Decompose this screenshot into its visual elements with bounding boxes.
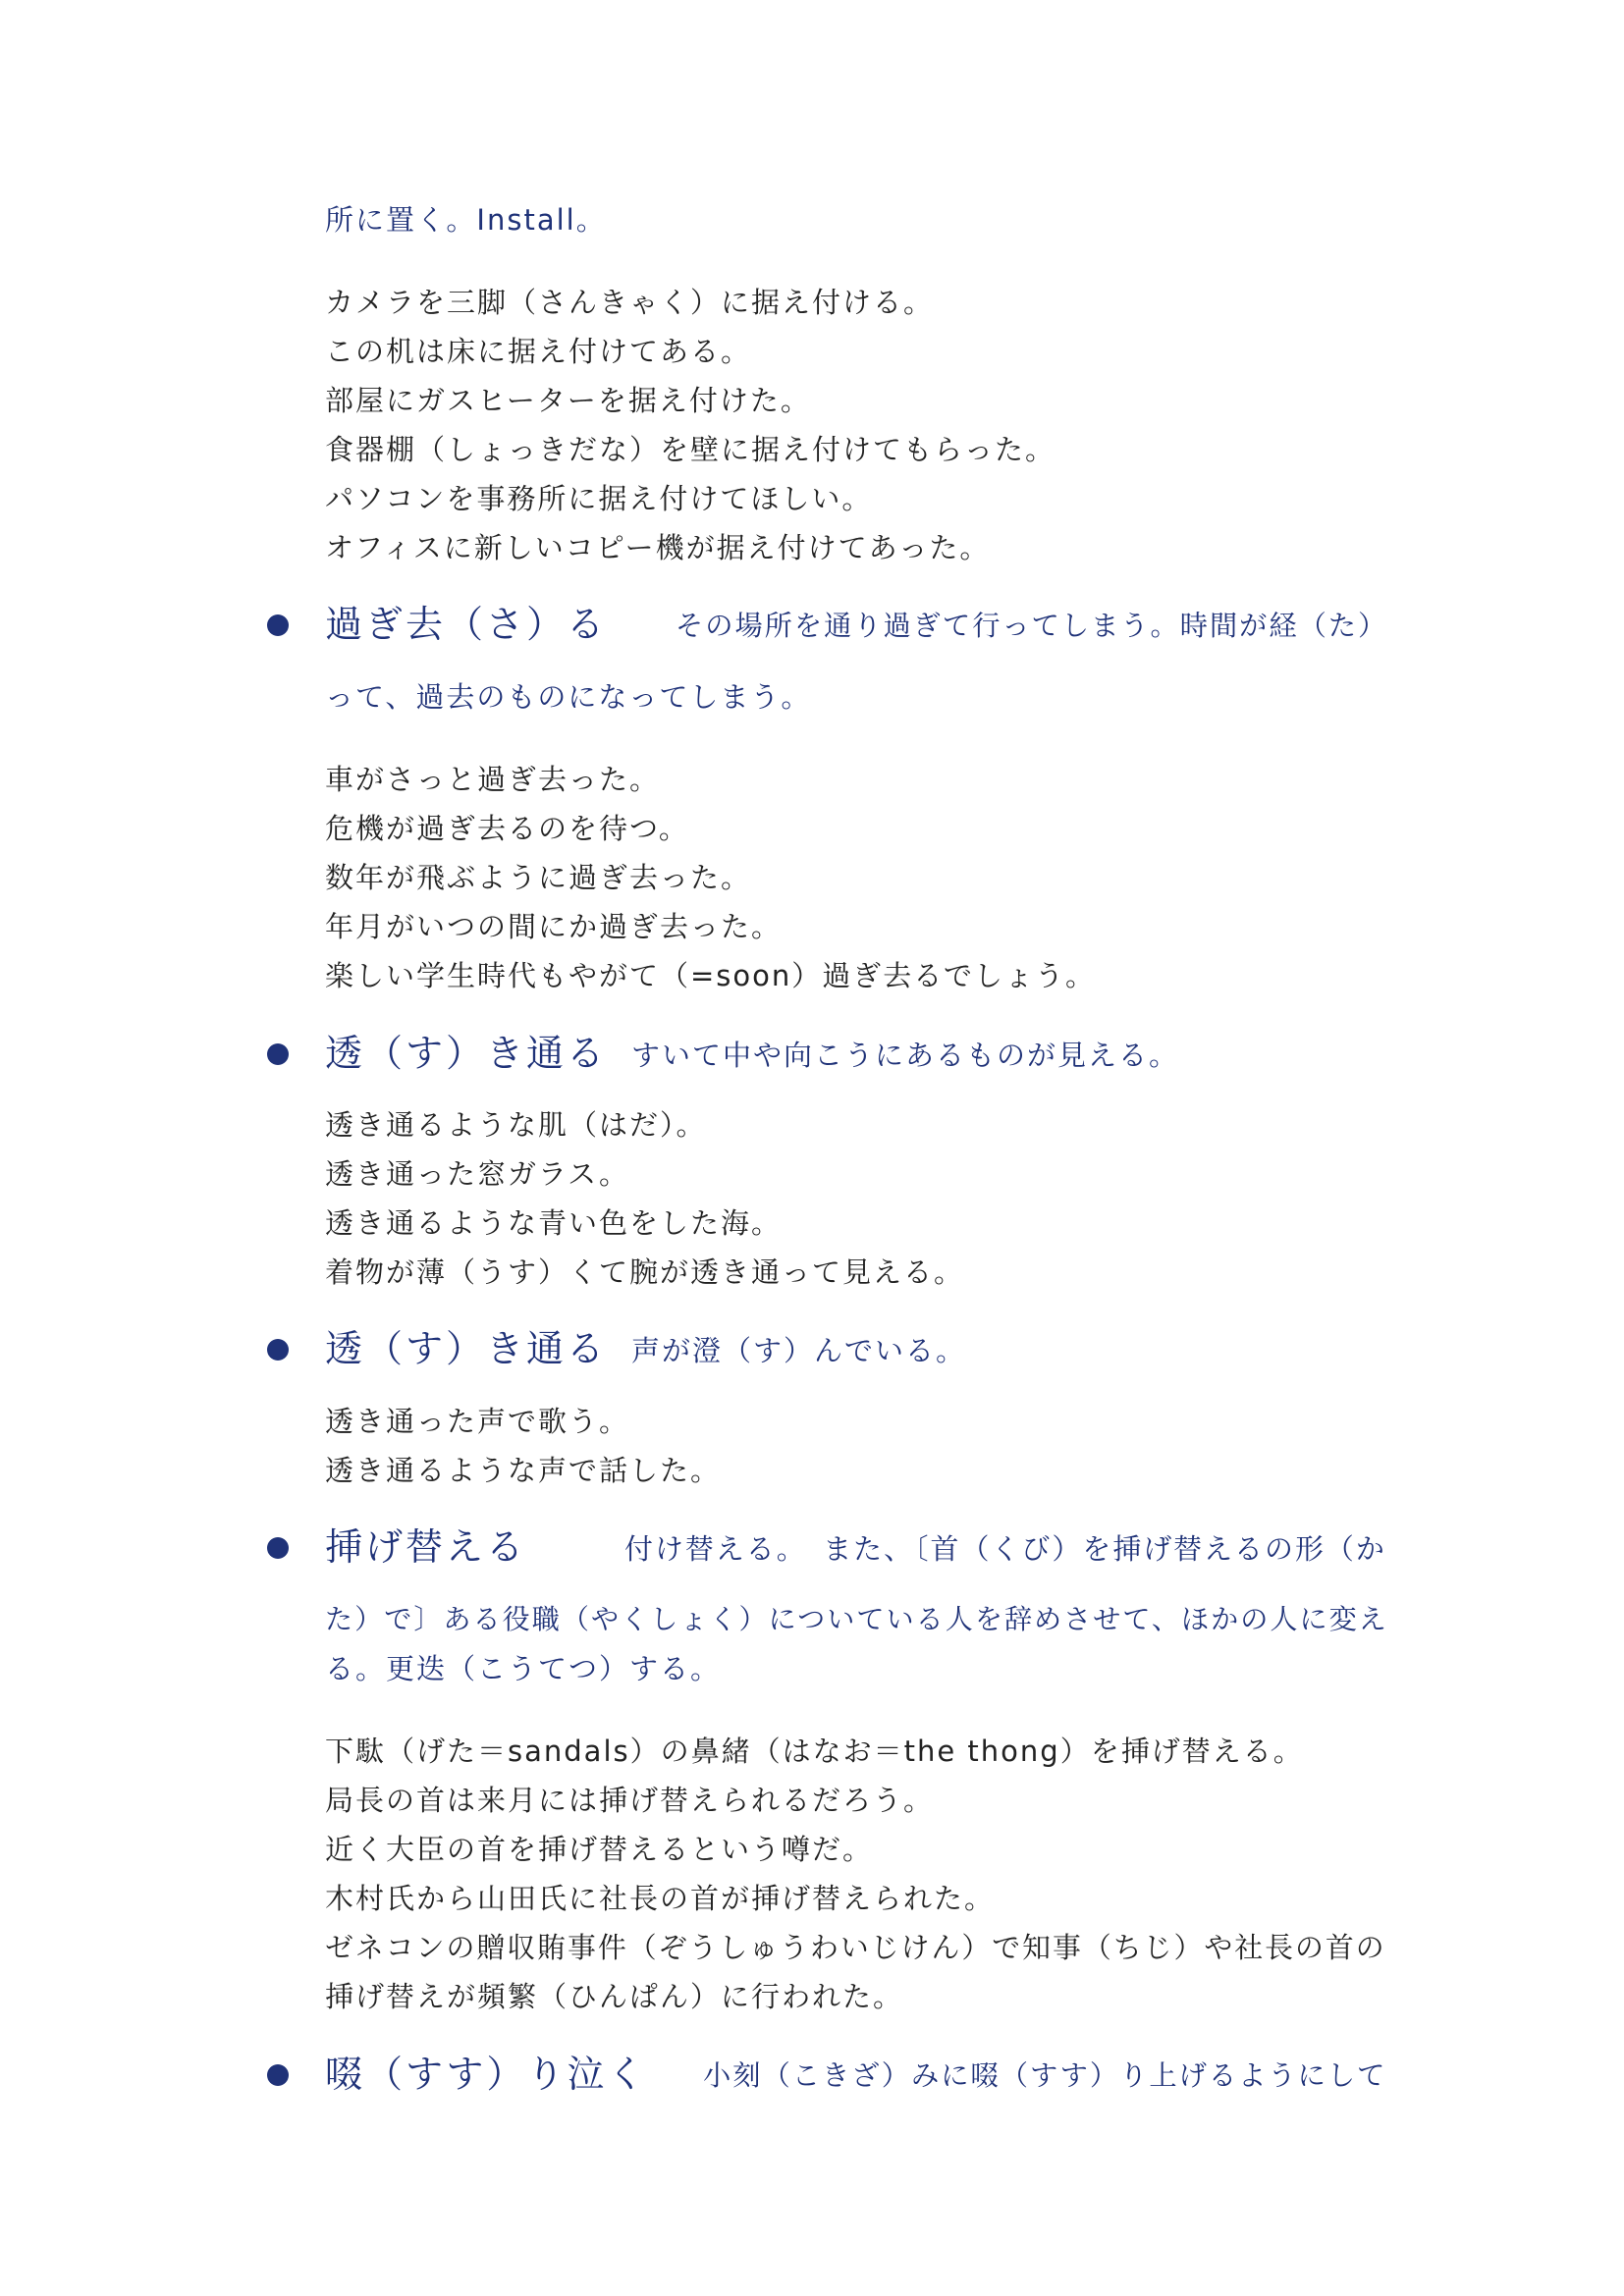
- example-sentence: 危機が過ぎ去るのを待つ。: [325, 812, 689, 845]
- entry-term: 透（す）き通る: [325, 1032, 608, 1075]
- example-sentence: 透き通るような声で話した。: [325, 1454, 722, 1487]
- example-sentence: 数年が飛ぶように過ぎ去った。: [325, 861, 752, 894]
- example-sentence: ゼネコンの贈収賄事件（ぞうしゅうわいじけん）で知事（ちじ）や社長の首の: [325, 1931, 1386, 1964]
- entry-term: 挿げ替える: [325, 1525, 527, 1569]
- entry-definition: すいて中や向こうにあるものが見える。: [631, 1039, 1180, 1072]
- bullet-icon: [267, 2064, 289, 2086]
- example-sentence: 車がさっと過ぎ去った。: [325, 763, 661, 796]
- example-sentence: 着物が薄（うす）くて腕が透き通って見える。: [325, 1255, 965, 1289]
- example-sentence: この机は床に据え付けてある。: [325, 335, 752, 368]
- example-sentence: 近く大臣の首を挿げ替えるという噂だ。: [325, 1833, 874, 1866]
- example-sentence: 透き通った声で歌う。: [325, 1405, 630, 1438]
- entry-term: 透（す）き通る: [325, 1327, 608, 1370]
- example-sentence: 挿げ替えが頻繁（ひんぱん）に行われた。: [325, 1980, 904, 2013]
- example-sentence: 年月がいつの間にか過ぎ去った。: [325, 910, 783, 943]
- example-sentence: 透き通った窓ガラス。: [325, 1157, 630, 1191]
- example-sentence: 木村氏から山田氏に社長の首が挿げ替えられた。: [325, 1882, 996, 1915]
- example-sentence: 局長の首は来月には挿げ替えられるだろう。: [325, 1784, 935, 1817]
- entry-definition: 付け替える。 また、〔首（くび）を挿げ替えるの形（か: [624, 1532, 1386, 1566]
- bullet-icon: [267, 1537, 289, 1559]
- example-sentence: 食器棚（しょっきだな）を壁に据え付けてもらった。: [325, 433, 1056, 466]
- entry-definition: る。更迭（こうてつ）する。: [325, 1652, 722, 1685]
- entry-definition: た）で〕ある役職（やくしょく）についている人を辞めさせて、ほかの人に変え: [325, 1603, 1388, 1635]
- bullet-icon: [267, 1339, 289, 1361]
- bullet-icon: [267, 614, 289, 636]
- bullet-icon: [267, 1043, 289, 1065]
- example-sentence: 透き通るような青い色をした海。: [325, 1206, 783, 1240]
- entry-definition: 声が澄（す）んでいる。: [631, 1334, 967, 1367]
- example-sentence: パソコンを事務所に据え付けてほしい。: [325, 482, 873, 515]
- entry-definition: その場所を通り過ぎて行ってしまう。時間が経（た）: [676, 610, 1388, 642]
- entry-term: 過ぎ去（さ）る: [325, 603, 608, 646]
- example-sentence: カメラを三脚（さんきゃく）に据え付ける。: [325, 286, 935, 319]
- example-sentence: 部屋にガスヒーターを据え付けた。: [325, 384, 811, 417]
- example-sentence: オフィスに新しいコピー機が据え付けてあった。: [325, 531, 991, 564]
- example-sentence: 楽しい学生時代もやがて（=soon）過ぎ去るでしょう。: [325, 959, 1096, 992]
- example-sentence: 下駄（げた＝sandals）の鼻緒（はなお＝the thong）を挿げ替える。: [325, 1735, 1304, 1768]
- entry-definition: 小刻（こきざ）みに啜（すす）り上げるようにして: [703, 2059, 1387, 2092]
- entry-definition: って、過去のものになってしまう。: [325, 680, 812, 714]
- entry-term: 啜（すす）り泣く: [325, 2053, 648, 2096]
- intro-definition: 所に置く。Install。: [325, 203, 607, 237]
- example-sentence: 透き通るような肌（はだ）。: [325, 1108, 707, 1142]
